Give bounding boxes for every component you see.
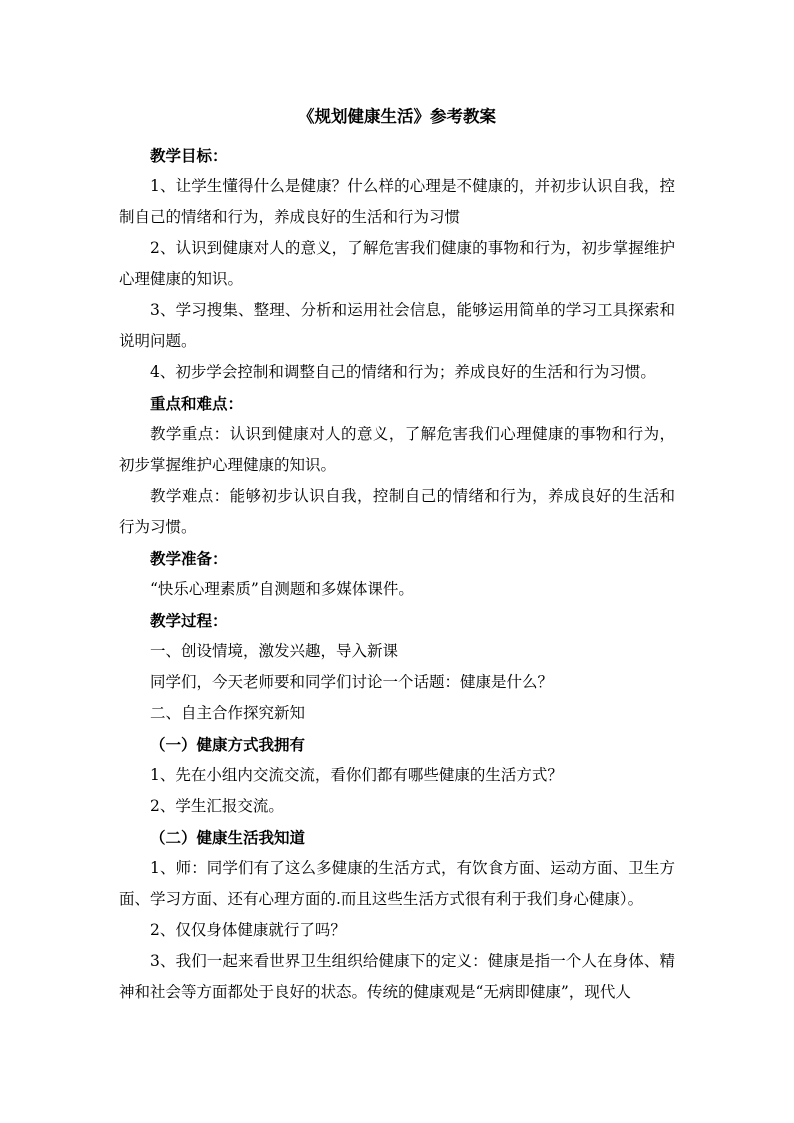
paragraph-4: 3、学习搜集、整理、分析和运用社会信息，能够运用简单的学习工具探索和说明问题。 xyxy=(119,301,675,350)
paragraph-19: 1、师：同学们有了这么多健康的生活方式，有饮食方面、运动方面、卫生方面、学习方面、还有心理方面的.而且这些生活方式很有利于我们身心健康）。 xyxy=(119,859,675,908)
paragraph-21: 3、我们一起来看世界卫生组织给健康下的定义：健康是指一个人在身体、精神和社会等方面都处于良好的状态。传统的健康观是“无病即健康”，现代人 xyxy=(119,952,675,1001)
paragraph-11: 教学过程： xyxy=(150,611,228,630)
paragraph-9: 教学准备： xyxy=(150,549,228,568)
paragraph-10: “快乐心理素质”自测题和多媒体课件。 xyxy=(150,580,414,598)
paragraph-2: 1、让学生懂得什么是健康？什么样的心理是不健康的，并初步认识自我，控制自己的情绪和行为，养成良好的生活和行为习惯 xyxy=(119,177,675,226)
paragraph-16: 1、先在小组内交流交流，看你们都有哪些健康的生活方式？ xyxy=(150,766,563,784)
paragraph-6: 重点和难点： xyxy=(150,394,244,413)
paragraph-15: （一）健康方式我拥有 xyxy=(150,735,306,754)
paragraph-13: 同学们，今天老师要和同学们讨论一个话题：健康是什么？ xyxy=(150,673,554,691)
paragraph-5: 4、初步学会控制和调整自己的情绪和行为；养成良好的生活和行为习惯。 xyxy=(150,363,656,381)
document-body xyxy=(119,140,675,1008)
paragraph-1: 教学目标： xyxy=(150,146,228,165)
paragraph-3: 2、认识到健康对人的意义，了解危害我们健康的事物和行为，初步掌握维护心理健康的知识。 xyxy=(119,239,675,288)
paragraph-8: 教学难点：能够初步认识自我，控制自己的情绪和行为，养成良好的生活和行为习惯。 xyxy=(119,487,675,536)
paragraph-12: 一、创设情境，激发兴趣，导入新课 xyxy=(150,642,399,660)
paragraph-14: 二、自主合作探究新知 xyxy=(150,704,306,722)
paragraph-20: 2、仅仅身体健康就行了吗？ xyxy=(150,921,346,939)
paragraph-18: （二）健康生活我知道 xyxy=(150,828,306,847)
document-title: 《规划健康生活》参考教案 xyxy=(298,107,496,126)
paragraph-17: 2、学生汇报交流。 xyxy=(150,797,284,815)
paragraph-7: 教学重点：认识到健康对人的意义，了解危害我们心理健康的事物和行为，初步掌握维护心理健康的知识。 xyxy=(119,425,675,474)
